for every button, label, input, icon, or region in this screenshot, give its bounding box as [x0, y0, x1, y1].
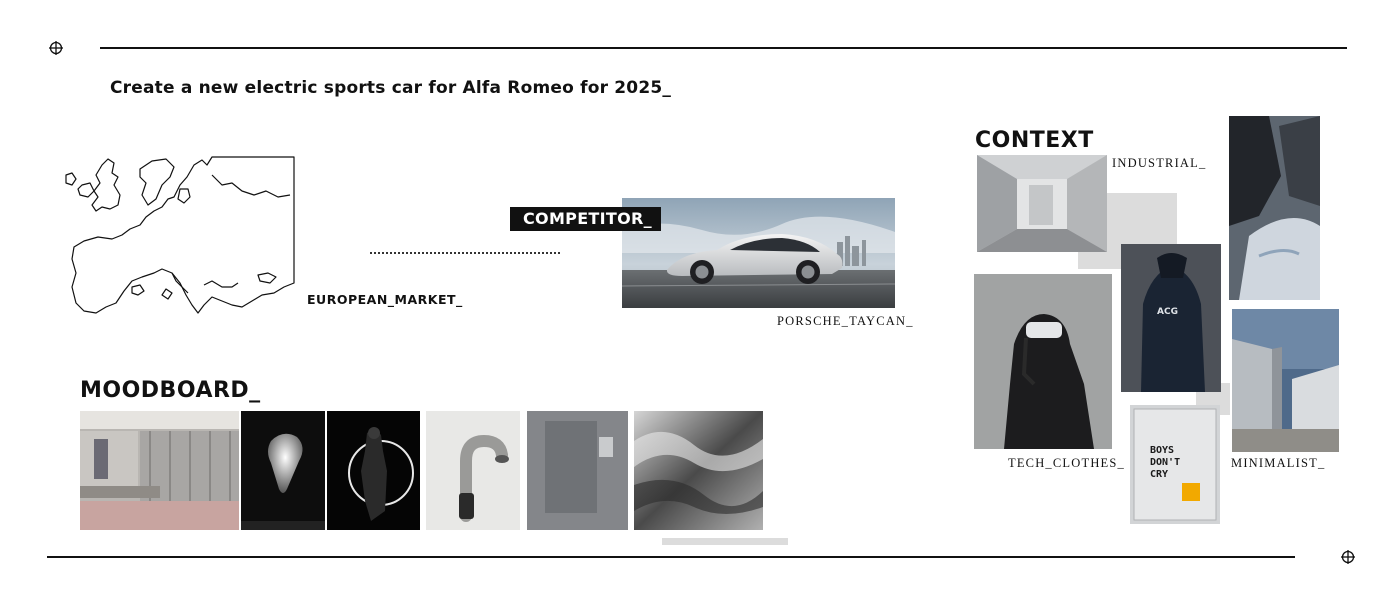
connector-line [370, 252, 560, 254]
porsche-taycan-label: PORSCHE_TAYCAN_ [777, 314, 914, 328]
acg-jacket-photo [1121, 244, 1221, 392]
sneaker-closeup-photo [1229, 116, 1320, 300]
industrial-interior-photo [977, 155, 1107, 252]
minimalist-label: MINIMALIST_ [1231, 456, 1326, 470]
context-title: CONTEXT [975, 128, 1094, 153]
poster-text-line-2: DON'T [1150, 457, 1181, 468]
moodboard-store-photo [80, 411, 239, 530]
porsche-taycan-photo [622, 198, 895, 308]
moodboard-concrete-wall-photo [527, 411, 628, 530]
moodboard-lamp-photo [241, 411, 325, 530]
moodboard-liquid-metal-photo [634, 411, 763, 530]
moodboard-ring-figure-photo [327, 411, 420, 530]
moodboard-title: MOODBOARD_ [80, 378, 261, 403]
crosshair-icon [1341, 550, 1355, 564]
poster-text-line-1: BOYS [1150, 445, 1175, 456]
poster-text-line-3: CRY [1150, 469, 1169, 480]
moodboard-faucet-photo [426, 411, 520, 530]
competitor-tag: COMPETITOR_ [510, 207, 661, 231]
minimalist-building-photo [1232, 309, 1339, 452]
europe-map-icon [62, 155, 297, 317]
design-brief: Create a new electric sports car for Alfa Romeo for 2025_ [110, 78, 672, 98]
moodboard-gray-bar [662, 538, 788, 545]
tech-clothes-model-photo [974, 274, 1112, 449]
bottom-rule [47, 556, 1295, 558]
boys-dont-cry-poster-photo [1130, 405, 1220, 524]
crosshair-icon [49, 41, 63, 55]
industrial-label: INDUSTRIAL_ [1112, 156, 1207, 170]
jacket-logo-text: ACG [1157, 307, 1178, 317]
european-market-label: EUROPEAN_MARKET_ [307, 292, 463, 307]
tech-clothes-label: TECH_CLOTHES_ [1008, 456, 1125, 470]
top-rule [100, 47, 1347, 49]
